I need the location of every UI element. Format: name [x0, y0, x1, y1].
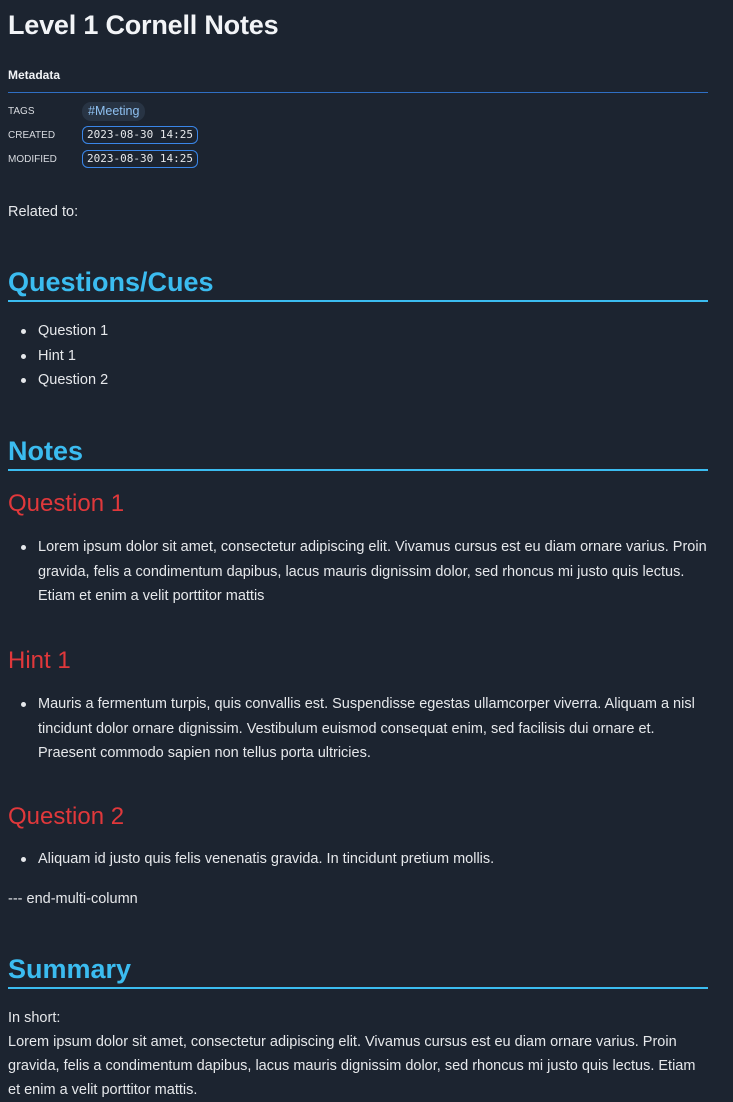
questions-cues-list [8, 319, 708, 393]
metadata-row-created [8, 125, 198, 145]
heading-questions-cues: Questions/Cues [8, 266, 708, 302]
notes-heading-question-1: Question 1 [8, 490, 125, 517]
notes-heading-question-2: Question 2 [8, 803, 125, 830]
list-item: Mauris a fermentum turpis, quis convallis est. Suspendisse egestas ullamcorper viverra. Aliquam a nisl tincidunt dolor ornare dignissim. Vestibulum euismod consequat enim, sed facilisis dui ornare et. Praesent commodo sapien non tellus porta ultricies. [38, 692, 708, 766]
notes-heading-hint-1: Hint 1 [8, 647, 71, 674]
list-item: Question 1 [38, 319, 708, 344]
summary-lead: In short: [8, 1010, 61, 1026]
list-item: Aliquam id justo quis felis venenatis gravida. In tincidunt pretium mollis. [38, 847, 708, 872]
summary-body [8, 1006, 708, 1102]
notes-hint-1-list [8, 692, 708, 766]
modified-date-value[interactable]: 2023-08-30 14:25 [82, 150, 198, 168]
tag-pill-meeting[interactable]: #Meeting [82, 102, 145, 121]
related-to-label: Related to: [8, 204, 79, 220]
heading-notes: Notes [8, 435, 708, 471]
list-item: Lorem ipsum dolor sit amet, consectetur adipiscing elit. Vivamus cursus est eu diam ornare varius. Proin gravida, felis a condimentum dapibus, lacus mauris dignissim dolor, sed rhoncus mi justo quis lectus. Etiam et enim a velit porttitor mattis [38, 535, 708, 609]
heading-summary: Summary [8, 953, 708, 989]
metadata-key-created: CREATED [8, 129, 56, 141]
notes-question-2-list [8, 847, 708, 872]
created-date-value[interactable]: 2023-08-30 14:25 [82, 126, 198, 144]
metadata-row-tags [8, 101, 145, 121]
metadata-key-modified: MODIFIED [8, 153, 57, 165]
metadata-key-tags: TAGS [8, 105, 35, 117]
list-item: Question 2 [38, 368, 708, 393]
summary-text: Lorem ipsum dolor sit amet, consectetur adipiscing elit. Vivamus cursus est eu diam ornare varius. Proin gravida, felis a condimentum dapibus, lacus mauris dignissim dolor, sed rhoncus mi justo quis lectus. Etiam et enim a velit porttitor mattis. [8, 1034, 696, 1098]
page-title: Level 1 Cornell Notes [8, 10, 279, 40]
metadata-heading: Metadata [8, 68, 708, 93]
metadata-row-modified [8, 149, 198, 169]
list-item: Hint 1 [38, 344, 708, 369]
notes-question-1-list [8, 535, 708, 609]
end-multi-column-marker: --- end-multi-column [8, 891, 138, 907]
